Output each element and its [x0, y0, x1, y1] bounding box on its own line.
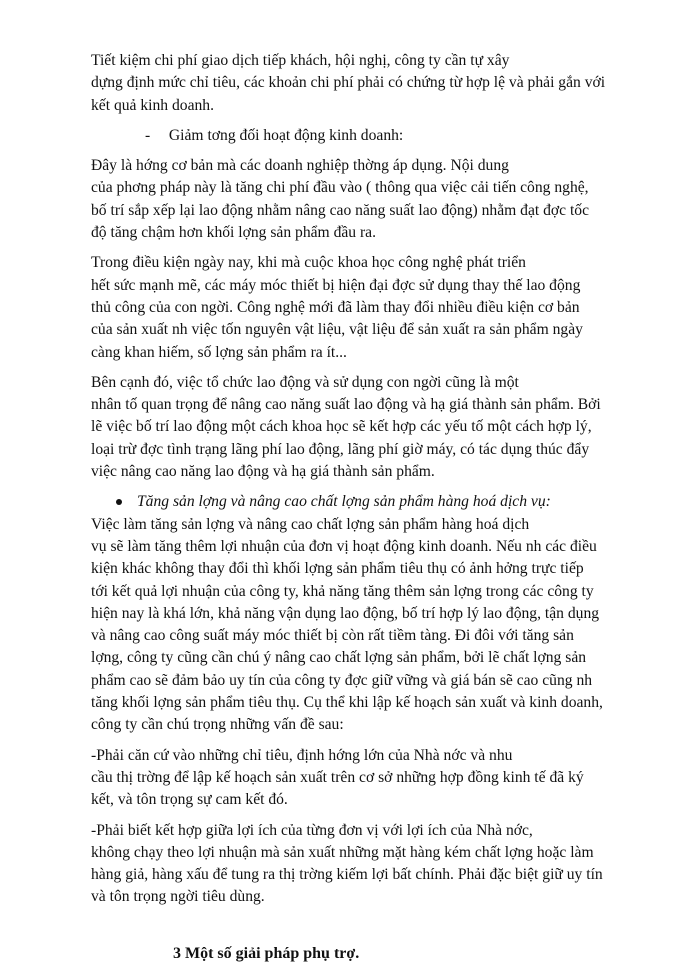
text-line: độ tăng chậm hơn khối lợng sản phẩm đầu ra.: [91, 224, 376, 242]
text-line: tới kết quả lợi nhuận của công ty, khả năng tăng thêm sản lợng trong các công ty: [91, 582, 594, 600]
paragraph-technology: [91, 252, 640, 363]
text-line: dựng định mức chỉ tiêu, các khoản chi phí phải có chứng từ hợp lệ và phải gắn với: [91, 74, 606, 92]
dash-marker: -: [145, 126, 151, 144]
text-line: không chạy theo lợi nhuận mà sản xuất những mặt hàng kém chất lợng hoặc làm: [91, 843, 594, 861]
text-line: của sản xuất nh việc tốn nguyên vật liệu, vật liệu để sản xuất ra sản phẩm ngày: [91, 321, 583, 339]
text-line: lẽ việc bố trí lao động một cách khoa học sẽ kết hợp các yếu tố một cách hợp lý,: [91, 418, 592, 436]
paragraph-combine-interests: [91, 820, 640, 909]
text-line: và nâng cao công suất máy móc thiết bị còn rất tiềm tàng. Đi đôi với tăng sản: [91, 627, 574, 645]
text-line: Đây là hớng cơ bản mà các doanh nghiệp thờng áp dụng. Nội dung: [91, 157, 509, 175]
text-line: hết sức mạnh mẽ, các máy móc thiết bị hiện đại đợc sử dụng thay thế lao động: [91, 276, 581, 294]
text-line: loại trừ đợc tình trạng lãng phí lao động, lãng phí giờ máy, có tác dụng thúc đẩy: [91, 440, 590, 458]
text-line: kết quả kinh doanh.: [91, 96, 214, 114]
text-line: Bên cạnh đó, việc tổ chức lao động và sử dụng con ngời cũng là một: [91, 373, 519, 391]
text-line: công ty cần chú trọng những vấn đề sau:: [91, 716, 344, 734]
paragraph-cost-saving: [91, 50, 640, 117]
dash-heading-reduce-activities: [145, 125, 640, 147]
text-line: hiện nay là khá lớn, khả năng vận dụng lao động, bố trí hợp lý lao động, tận dụng: [91, 604, 600, 622]
text-line: cầu thị trờng để lập kế hoạch sản xuất trên cơ sở những hợp đồng kinh tế đã ký: [91, 768, 584, 786]
text-line: Việc làm tăng sản lợng và nâng cao chất lợng sản phẩm hàng hoá dịch: [91, 515, 530, 533]
text-line: kết, và tôn trọng sự cam kết đó.: [91, 791, 288, 809]
text-line: việc nâng cao năng lao động và hạ giá thành sản phẩm.: [91, 463, 435, 481]
bullet-heading-increase-output: [116, 491, 640, 513]
text-line: lợng, công ty cũng cần chú ý nâng cao chất lợng sản phẩm, bởi lẽ chất lợng sản: [91, 649, 587, 667]
paragraph-increase-output: [91, 514, 640, 737]
text-line: phẩm cao sẽ đảm bảo uy tín của công ty đợc giữ vững và giá bán sẽ cao cũng nh: [91, 671, 593, 689]
bullet-heading-text: Tăng sản lợng và nâng cao chất lợng sản phẩm hàng hoá dịch vụ:: [137, 493, 551, 511]
text-line: Trong điều kiện ngày nay, khi mà cuộc khoa học công nghệ phát triển: [91, 254, 526, 272]
text-line: -Phải căn cứ vào những chỉ tiêu, định hớng lớn của Nhà nớc và nhu: [91, 746, 513, 764]
paragraph-state-direction: [91, 745, 640, 812]
text-line: -Phải biết kết hợp giữa lợi ích của từng đơn vị với lợi ích của Nhà nớc,: [91, 821, 533, 839]
text-line: tăng khối lợng sản phẩm tiêu thụ. Cụ thể khi lập kế hoạch sản xuất và kinh doanh,: [91, 694, 603, 712]
text-line: nhân tố quan trọng để nâng cao năng suất lao động và hạ giá thành sản phẩm. Bởi: [91, 396, 601, 414]
text-line: hàng giả, hàng xấu để tung ra thị trờng kiếm lợi bất chính. Phải đặc biệt giữ uy tín: [91, 866, 603, 884]
dash-heading-text: Giảm tơng đối hoạt động kinh doanh:: [168, 126, 404, 144]
paragraph-basic-direction: [91, 155, 640, 244]
paragraph-labor-organization: [91, 372, 640, 483]
bullet-icon: [116, 499, 122, 505]
text-line: của phơng pháp này là tăng chi phí đầu vào ( thông qua việc cải tiến công nghệ,: [91, 179, 589, 197]
text-line: vụ sẽ làm tăng thêm lợi nhuận của đơn vị hoạt động kinh doanh. Nếu nh các điều: [91, 537, 597, 555]
text-line: bố trí sắp xếp lại lao động nhằm nâng cao năng suất lao động) nhằm đạt đợc tốc: [91, 201, 590, 219]
text-line: Tiết kiệm chi phí giao dịch tiếp khách, hội nghị, công ty cần tự xây: [91, 52, 510, 69]
text-line: càng khan hiếm, số lợng sản phẩm ra ít...: [91, 343, 347, 361]
section-heading: 3 Một số giải pháp phụ trợ.: [173, 944, 360, 962]
text-line: thủ công của con ngời. Công nghệ mới đã làm thay đổi nhiều điều kiện cơ bản: [91, 298, 580, 316]
text-line: kiện khác không thay đổi thì khối lợng sản phẩm tiêu thụ có ảnh hởng trực tiếp: [91, 560, 584, 578]
text-line: và tôn trọng ngời tiêu dùng.: [91, 888, 265, 906]
